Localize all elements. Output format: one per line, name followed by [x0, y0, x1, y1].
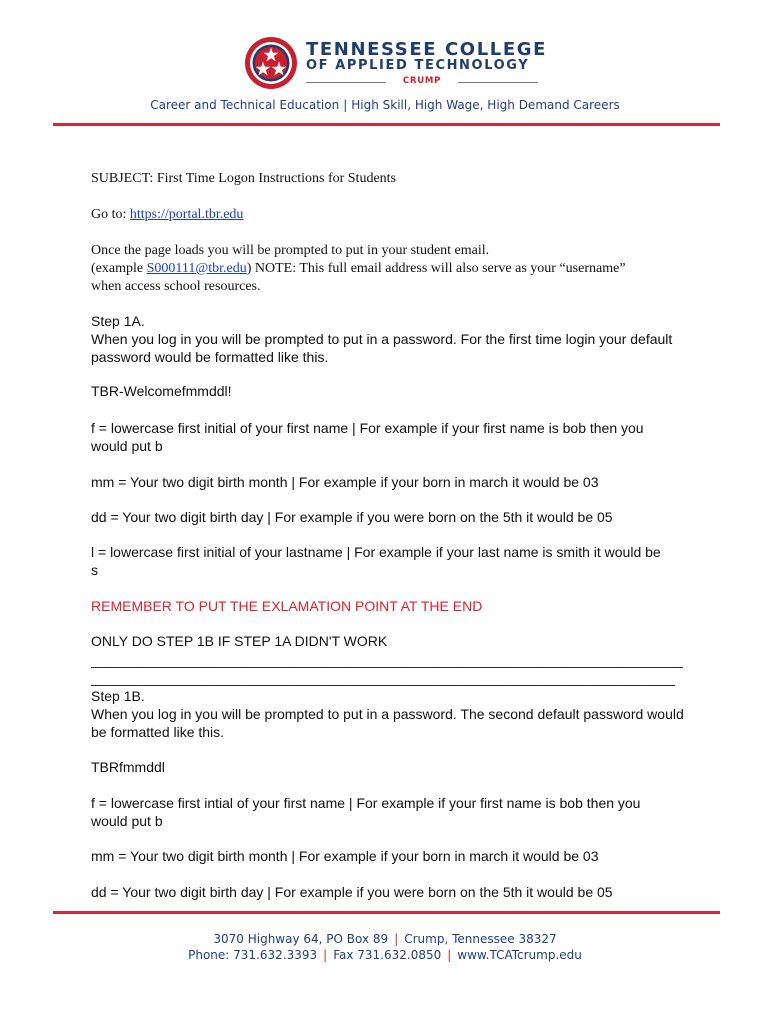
footer-fax: Fax 731.632.0850 — [333, 948, 442, 962]
footer-separator: | — [323, 948, 328, 962]
step-1a-format: TBR-Welcomefmmddl! — [91, 383, 232, 399]
footer — [0, 931, 770, 963]
college-logo — [244, 36, 547, 92]
example-prefix: (example — [91, 261, 147, 276]
step-1b-block — [91, 687, 691, 741]
college-subtitle: OF APPLIED TECHNOLOGY — [306, 58, 530, 73]
footer-divider — [53, 911, 720, 914]
separator-line: ___________________________________________________________________________ — [91, 670, 675, 686]
step-1b-mm-rule: mm = Your two digit birth month | For example if your born in march it would be 03 — [91, 848, 599, 864]
step-1a-l-rule: l = lowercase first initial of your lastname | For example if your last name is smith it would be s — [91, 544, 661, 578]
portal-link[interactable]: https://portal.tbr.edu — [129, 207, 244, 222]
footer-address-line — [0, 931, 770, 947]
step-1b-format: TBRfmmddl — [91, 759, 165, 775]
subject-line: SUBJECT: First Time Logon Instructions for Students — [91, 171, 396, 186]
separator-line: ____________________________________________________________________________ — [91, 652, 683, 668]
footer-website[interactable]: www.TCATcrump.edu — [457, 948, 582, 962]
example-continuation: when access school resources. — [91, 279, 261, 294]
header-divider — [53, 123, 720, 126]
step-1a-mm-rule: mm = Your two digit birth month | For example if your born in march it would be 03 — [91, 474, 599, 490]
example-email-link[interactable]: S000111@tbr.edu — [146, 261, 247, 276]
step-1b-text: When you log in you will be prompted to put in a password. The second default password would be formatted like this. — [91, 706, 684, 740]
step-1b-condition: ONLY DO STEP 1B IF STEP 1A DIDN'T WORK — [91, 633, 388, 649]
divider — [458, 82, 538, 83]
tennessee-tristar-seal-icon — [244, 36, 298, 90]
campus-name: CRUMP — [402, 76, 442, 86]
goto-line — [91, 206, 691, 224]
footer-separator: | — [394, 932, 399, 946]
step-1a-f-rule: f = lowercase first initial of your first name | For example if your first name is bob then you would put b — [91, 420, 644, 454]
tagline-part: High Skill, High Wage, High Demand Careers — [351, 98, 620, 112]
footer-separator: | — [447, 948, 452, 962]
step-1b-title: Step 1B. — [91, 688, 145, 704]
step-1a-text: When you log in you will be prompted to put in a password. For the first time login your default password would be formatted like this. — [91, 331, 673, 365]
tagline-part: Career and Technical Education — [150, 98, 340, 112]
tagline-separator: | — [343, 98, 348, 112]
step-1a-title: Step 1A. — [91, 313, 145, 329]
step-1a-block — [91, 312, 691, 366]
footer-phone: Phone: 731.632.3393 — [188, 948, 318, 962]
prompt-text: Once the page loads you will be prompted to put in your student email. — [91, 243, 490, 258]
tagline — [0, 98, 770, 112]
footer-address: 3070 Highway 64, PO Box 89 — [213, 932, 389, 946]
goto-label: Go to: — [91, 207, 130, 222]
step-1a-dd-rule: dd = Your two digit birth day | For example if you were born on the 5th it would be 05 — [91, 509, 613, 525]
footer-city: Crump, Tennessee 38327 — [404, 932, 557, 946]
step-1b-dd-rule: dd = Your two digit birth day | For example if you were born on the 5th it would be 05 — [91, 884, 613, 900]
example-suffix: ) NOTE: This full email address will also serve as your “username” — [246, 261, 626, 276]
college-name: TENNESSEE COLLEGE — [306, 39, 547, 60]
footer-contact-line — [0, 947, 770, 963]
email-instructions — [91, 242, 691, 296]
exclamation-reminder: REMEMBER TO PUT THE EXLAMATION POINT AT THE END — [91, 598, 483, 614]
campus-label-row — [306, 76, 538, 88]
step-1b-f-rule: f = lowercase first intial of your first name | For example if your first name is bob then you would put b — [91, 795, 641, 829]
letterhead — [0, 0, 770, 130]
